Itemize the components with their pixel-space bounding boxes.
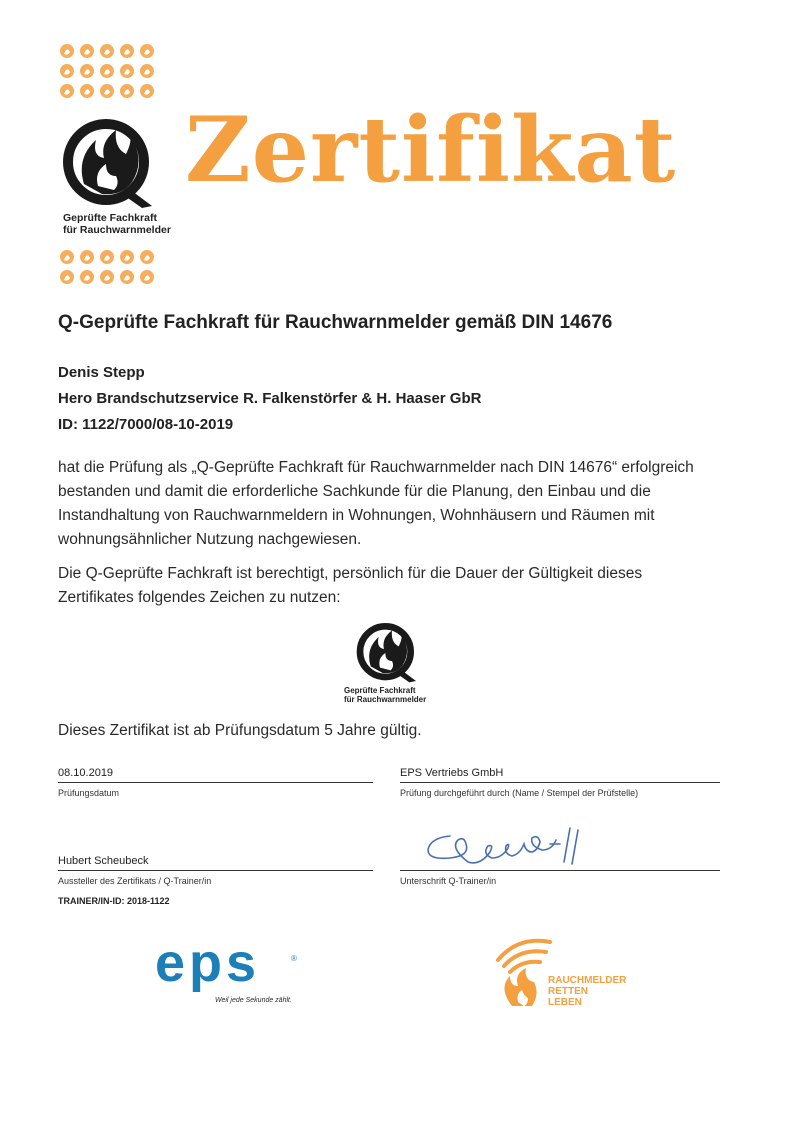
decorative-flame-pattern-bottom <box>58 248 158 290</box>
decorative-flame-pattern-top <box>58 42 158 100</box>
certificate-heading: Q-Geprüfte Fachkraft für Rauchwarnmelder gemäß DIN 14676 <box>58 312 613 333</box>
mark-label-line1: Geprüfte Fachkraft <box>344 686 416 695</box>
holder-name: Denis Stepp <box>58 364 145 381</box>
trainer-id: TRAINER/IN-ID: 2018-1122 <box>58 896 170 906</box>
holder-company: Hero Brandschutzservice R. Falkenstörfer & H. Haaser GbR <box>58 390 482 407</box>
issuer-line <box>58 870 373 871</box>
brand-label <box>63 212 171 236</box>
examiner-value: EPS Vertriebs GmbH <box>400 767 504 779</box>
body-paragraph-2: Die Q-Geprüfte Fachkraft ist berechtigt, persönlich für die Dauer der Gültigkeit dieses Zertifikates folgendes Zeichen zu nutzen: <box>58 565 643 606</box>
examiner-caption: Prüfung durchgeführt durch (Name / Stempel der Prüfstelle) <box>400 788 639 798</box>
certificate-title: Zertifikat <box>185 97 677 203</box>
rrl-line2: RETTEN <box>548 986 588 997</box>
eps-logo <box>155 933 305 996</box>
handwritten-signature <box>420 822 590 868</box>
mark-label <box>344 686 426 704</box>
rrl-line1: RAUCHMELDER <box>548 975 627 986</box>
brand-label-line1: Geprüfte Fachkraft <box>63 212 157 224</box>
exam-date-caption: Prüfungsdatum <box>58 788 120 798</box>
rrl-line3: LEBEN <box>548 997 582 1008</box>
examiner-line <box>400 782 720 783</box>
exam-date-line <box>58 782 373 783</box>
eps-logo-wordmark: eps <box>155 933 261 993</box>
exam-date-value: 08.10.2019 <box>58 767 114 779</box>
eps-registered-mark: ® <box>291 954 297 963</box>
signature-line <box>400 870 720 871</box>
validity-statement: Dieses Zertifikat ist ab Prüfungsdatum 5 Jahre gültig. <box>58 722 422 739</box>
body-paragraph-1: hat die Prüfung als „Q-Geprüfte Fachkraft für Rauchwarnmelder nach DIN 14676“ erfolgreich bestanden und damit die erforderliche Sachkunde für die Planung, den Einbau und die Instandhaltung von Rauchwarnmeldern in Wohnungen, Wohnhäusern und Räumen mit wohnungsähnlicher Nutzung nachgewiesen. <box>58 459 694 548</box>
mark-label-line2: für Rauchwarnmelder <box>344 695 427 704</box>
holder-id: ID: 1122/7000/08-10-2019 <box>58 416 234 433</box>
issuer-value: Hubert Scheubeck <box>58 855 149 867</box>
q-flame-mark-icon <box>356 622 420 684</box>
signature-caption: Unterschrift Q-Trainer/in <box>400 876 497 886</box>
brand-label-line2: für Rauchwarnmelder <box>63 224 171 236</box>
q-flame-logo-icon <box>62 118 158 210</box>
rauchmelder-retten-leben-text <box>548 975 626 1008</box>
eps-tagline: Weil jede Sekunde zählt. <box>215 997 292 1004</box>
issuer-caption: Aussteller des Zertifikats / Q-Trainer/in <box>58 876 212 886</box>
